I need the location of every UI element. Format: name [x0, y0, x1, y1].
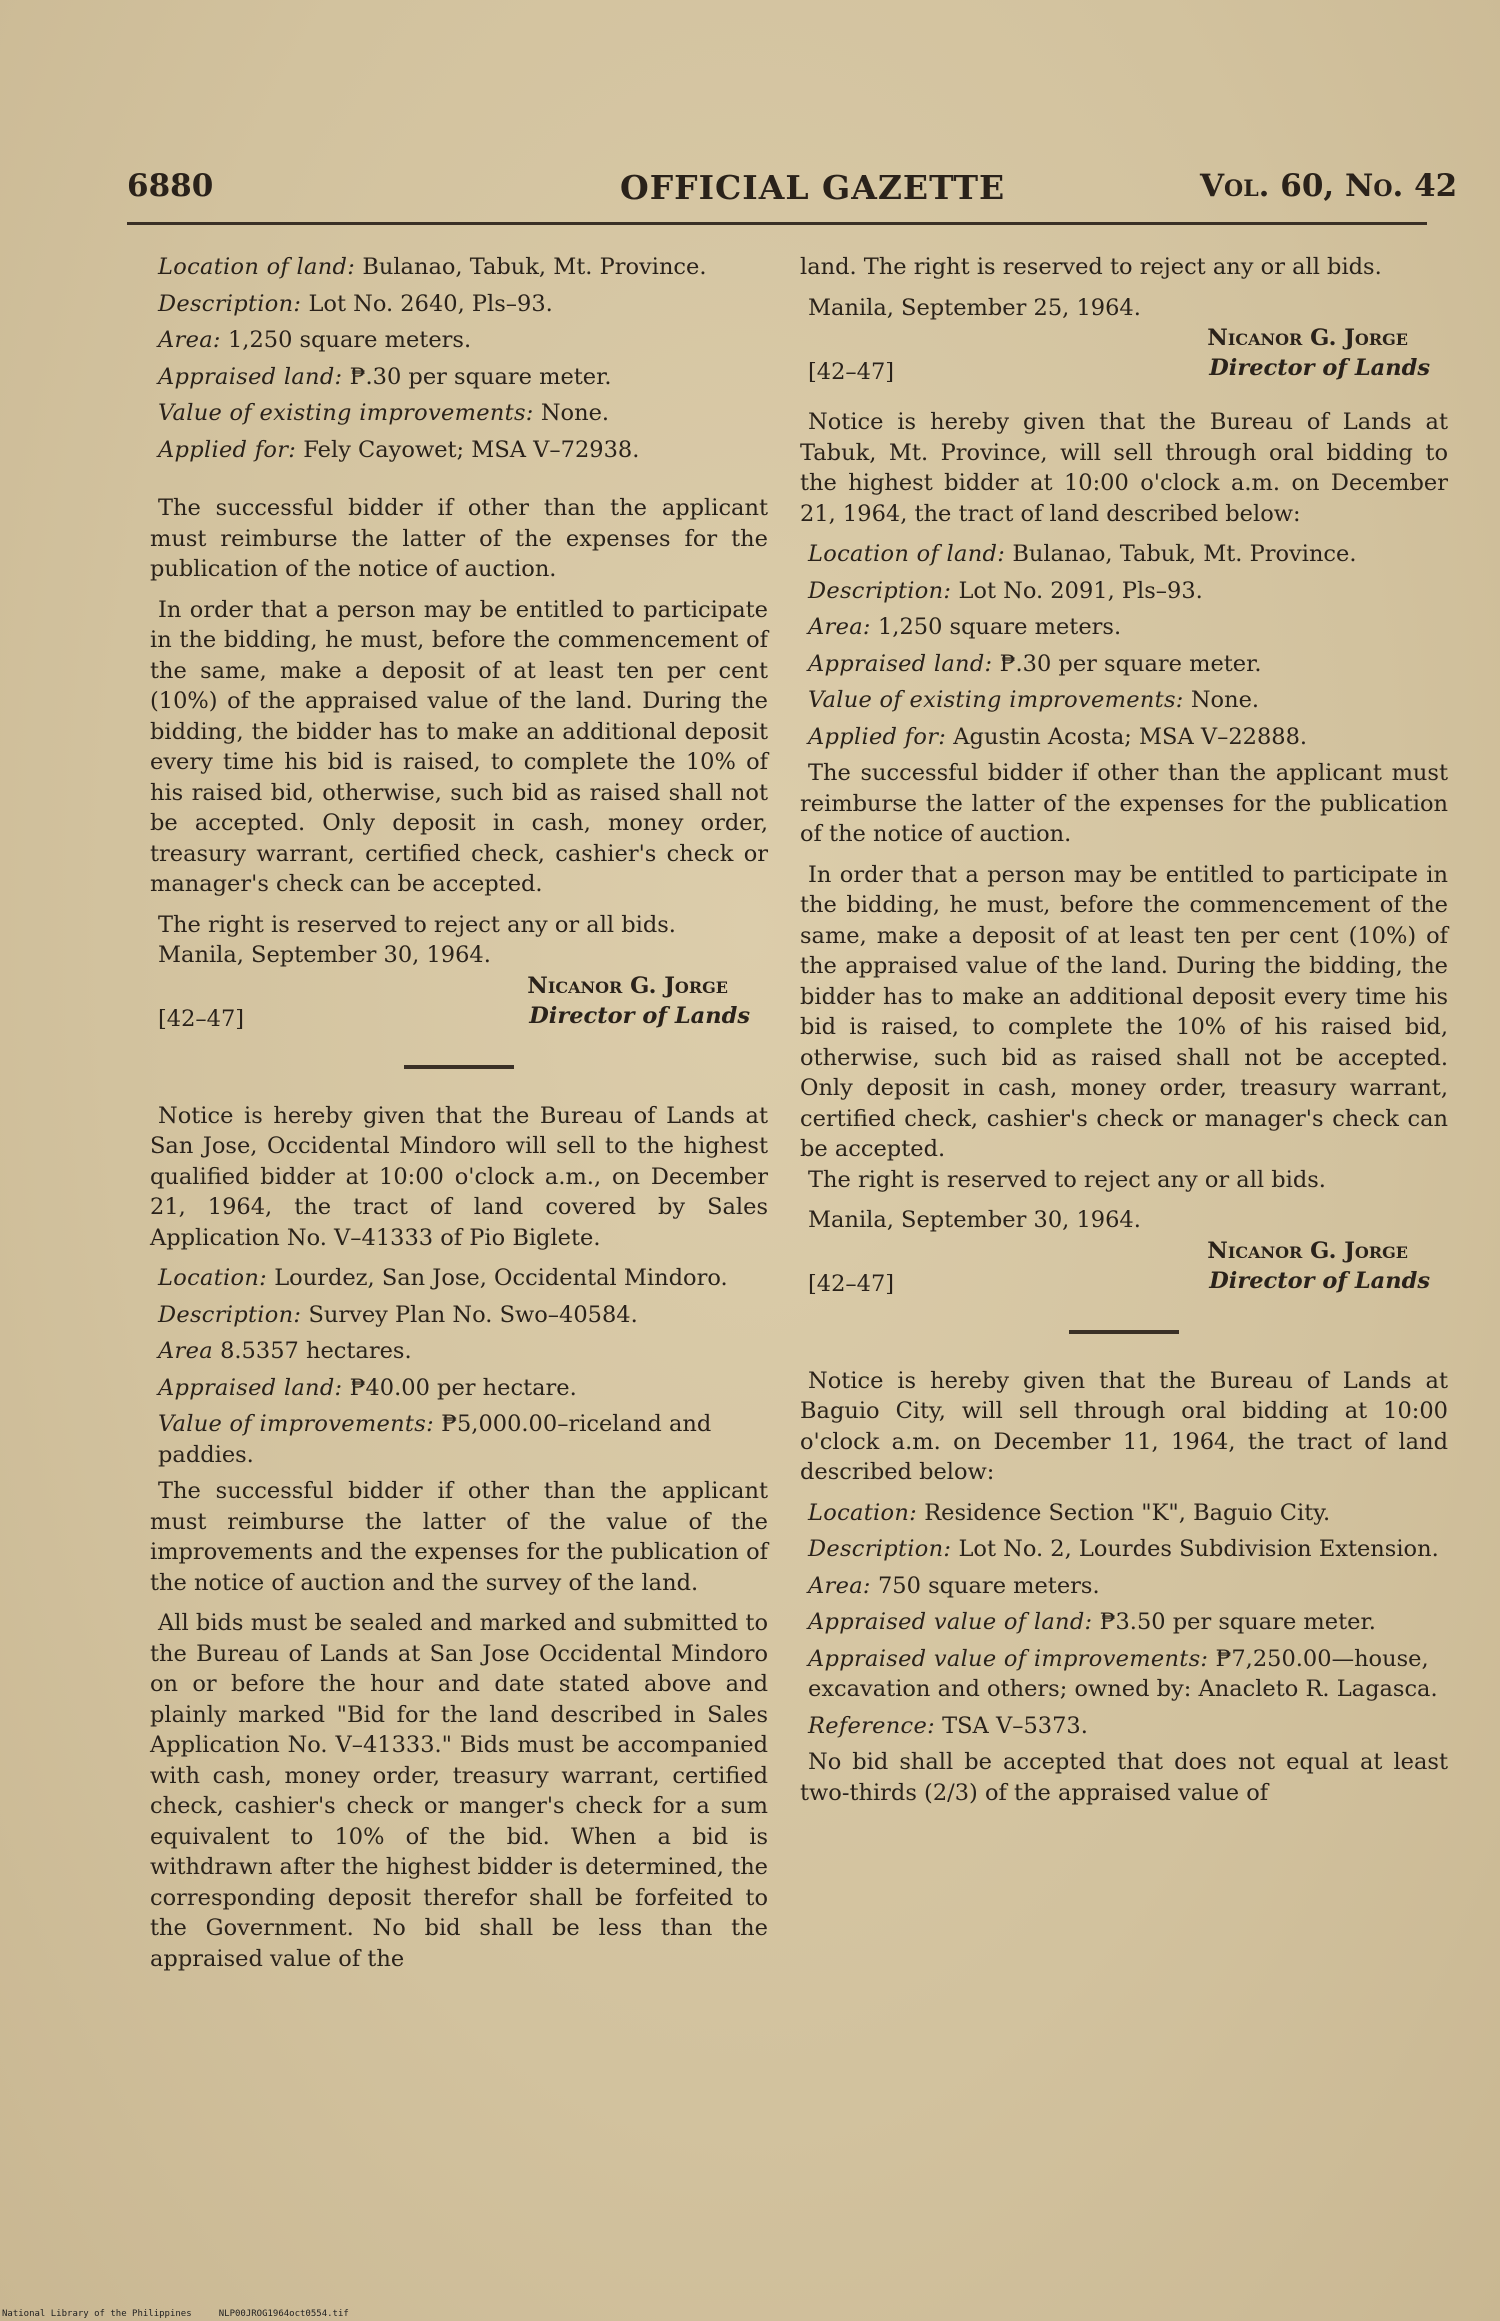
signatory-title: Director of Lands: [1209, 1267, 1430, 1294]
paragraph: The successful bidder if other than the applicant must reimburse the latter of the expenses for the publication of the notice of auction.: [800, 760, 1448, 847]
field-location: Location of land: Bulanao, Tabuk, Mt. Province.: [158, 254, 707, 280]
paragraph: In order that a person may be entitled to participate in the bidding, he must, before the commencement of the same, make a deposit of at least ten per cent (10%) of the appraised value of the land. During the bidding, the bidder has to make an additional deposit every time his bid is raised, to complete the 10% of his raised bid, otherwise, such bid as raised shall not be accepted. Only deposit in cash, money order, treasury warrant, certified check, cashier's check or manager's check can be accepted.: [800, 861, 1448, 1162]
volume-info: Vol. 60, No. 42: [1200, 168, 1458, 204]
field-applied-for: Applied for: Fely Cayowet; MSA V–72938.: [158, 436, 640, 463]
field-improvements: Appraised value of improvements: ₱7,250.00—house, excavation and others; owned by: Anacleto R. Lagasca.: [808, 1645, 1438, 1702]
paragraph: The right is reserved to reject any or all bids.: [158, 911, 676, 938]
field-description: Description: Survey Plan No. Swo–40584.: [158, 1301, 638, 1328]
field-description: Description: Lot No. 2640, Pls–93.: [158, 290, 553, 317]
date-line: Manila, September 30, 1964.: [158, 942, 491, 968]
notice-intro: Notice is hereby given that the Bureau of Lands at San Jose, Occidental Mindoro will sell to the highest qualified bidder at 10:00 o'clock a.m., on December 21, 1964, the tract of land covered by Sales Application No. V–41333 of Pio Biglete.: [150, 1102, 768, 1251]
field-improvements: Value of existing improvements: None.: [808, 687, 1260, 713]
left-column: [150, 252, 768, 1974]
field-area: Area 8.5357 hectares.: [158, 1338, 412, 1364]
paragraph: The successful bidder if other than the applicant must reimburse the latter of the expenses for the publication of the notice of auction.: [150, 495, 768, 582]
field-reference: Reference: TSA V–5373.: [808, 1712, 1088, 1739]
notice-separator: [1069, 1330, 1179, 1334]
field-appraised: Appraised value of land: ₱3.50 per square meter.: [808, 1609, 1376, 1635]
notice-intro: Notice is hereby given that the Bureau of Lands at Tabuk, Mt. Province, will sell through oral bidding to the highest bidder at 10:00 o'clock a.m. on December 21, 1964, the tract of land described below:: [800, 409, 1448, 527]
signatory-title: Director of Lands: [1209, 355, 1430, 381]
field-area: Area: 1,250 square meters.: [158, 327, 472, 353]
scan-footer: National Library of the Philippines NLP00JROG1964oct0554.tif: [2, 2309, 349, 2319]
date-line: Manila, September 25, 1964.: [808, 294, 1141, 321]
date-line: Manila, September 30, 1964.: [808, 1207, 1141, 1233]
signature-block: [150, 971, 768, 1037]
issue-code: [42–47]: [808, 1271, 895, 1297]
right-column: [800, 252, 1448, 1808]
header-rule: [127, 222, 1427, 225]
field-area: Area: 750 square meters.: [808, 1572, 1100, 1599]
signatory-name: Nicanor G. Jorge: [1207, 325, 1408, 351]
paragraph: The successful bidder if other than the applicant must reimburse the latter of the value of the improvements and the expenses for the publication of the notice of auction and the survey of the land.: [150, 1478, 768, 1596]
field-appraised: Appraised land: ₱.30 per square meter.: [158, 363, 612, 390]
issue-code: [42–47]: [808, 358, 895, 385]
publication-title: OFFICIAL GAZETTE: [620, 168, 1006, 207]
paragraph-continued: land. The right is reserved to reject any or all bids.: [800, 254, 1382, 280]
paragraph: All bids must be sealed and marked and submitted to the Bureau of Lands at San Jose Occidental Mindoro on or before the hour and date stated above and plainly marked "Bid for the land described in Sales Application No. V–41333." Bids must be accompanied with cash, money order, treasury warrant, certified check, cashier's check or manger's check for a sum equivalent to 10% of the bid. When a bid is withdrawn after the highest bidder is determined, the corresponding deposit therefor shall be forfeited to the Government. No bid shall be less than the appraised value of the: [150, 1610, 768, 1972]
field-appraised: Appraised land: ₱40.00 per hectare.: [158, 1374, 577, 1401]
signature-block: [800, 323, 1448, 389]
notice-separator: [404, 1065, 514, 1069]
field-improvements: Value of existing improvements: None.: [158, 400, 610, 426]
field-appraised: Appraised land: ₱.30 per square meter.: [808, 650, 1262, 677]
field-location: Location: Lourdez, San Jose, Occidental Mindoro.: [158, 1265, 728, 1291]
signatory-name: Nicanor G. Jorge: [1207, 1237, 1408, 1264]
issue-code: [42–47]: [158, 1006, 245, 1032]
signatory-title: Director of Lands: [529, 1002, 750, 1029]
field-area: Area: 1,250 square meters.: [808, 614, 1122, 640]
paragraph: In order that a person may be entitled to participate in the bidding, he must, before the commencement of the same, make a deposit of at least ten per cent (10%) of the appraised value of the land. During the bidding, the bidder has to make an additional deposit every time his bid is raised, to complete the 10% of his raised bid, otherwise, such bid as raised shall not be accepted. Only deposit in cash, money order, treasury warrant, certified check, cashier's check or manager's check can be accepted.: [150, 596, 768, 897]
signature-block: [800, 1236, 1448, 1302]
field-applied-for: Applied for: Agustin Acosta; MSA V–22888.: [808, 723, 1308, 750]
notice-intro: Notice is hereby given that the Bureau of Lands at Baguio City, will sell through oral bidding at 10:00 o'clock a.m. on December 11, 1964, the tract of land described below:: [800, 1367, 1448, 1485]
field-description: Description: Lot No. 2091, Pls–93.: [808, 577, 1203, 604]
signatory-name: Nicanor G. Jorge: [527, 972, 728, 999]
page-number: 6880: [127, 168, 214, 204]
field-location: Location: Residence Section "K", Baguio City.: [808, 1499, 1331, 1526]
paragraph: No bid shall be accepted that does not equal at least two-thirds (2/3) of the appraised value of: [800, 1749, 1448, 1806]
field-improvements: Value of improvements: ₱5,000.00–riceland and paddies.: [158, 1411, 712, 1468]
field-description: Description: Lot No. 2, Lourdes Subdivision Extension.: [808, 1536, 1439, 1562]
field-location: Location of land: Bulanao, Tabuk, Mt. Province.: [808, 541, 1357, 567]
paragraph: The right is reserved to reject any or all bids.: [808, 1166, 1326, 1193]
